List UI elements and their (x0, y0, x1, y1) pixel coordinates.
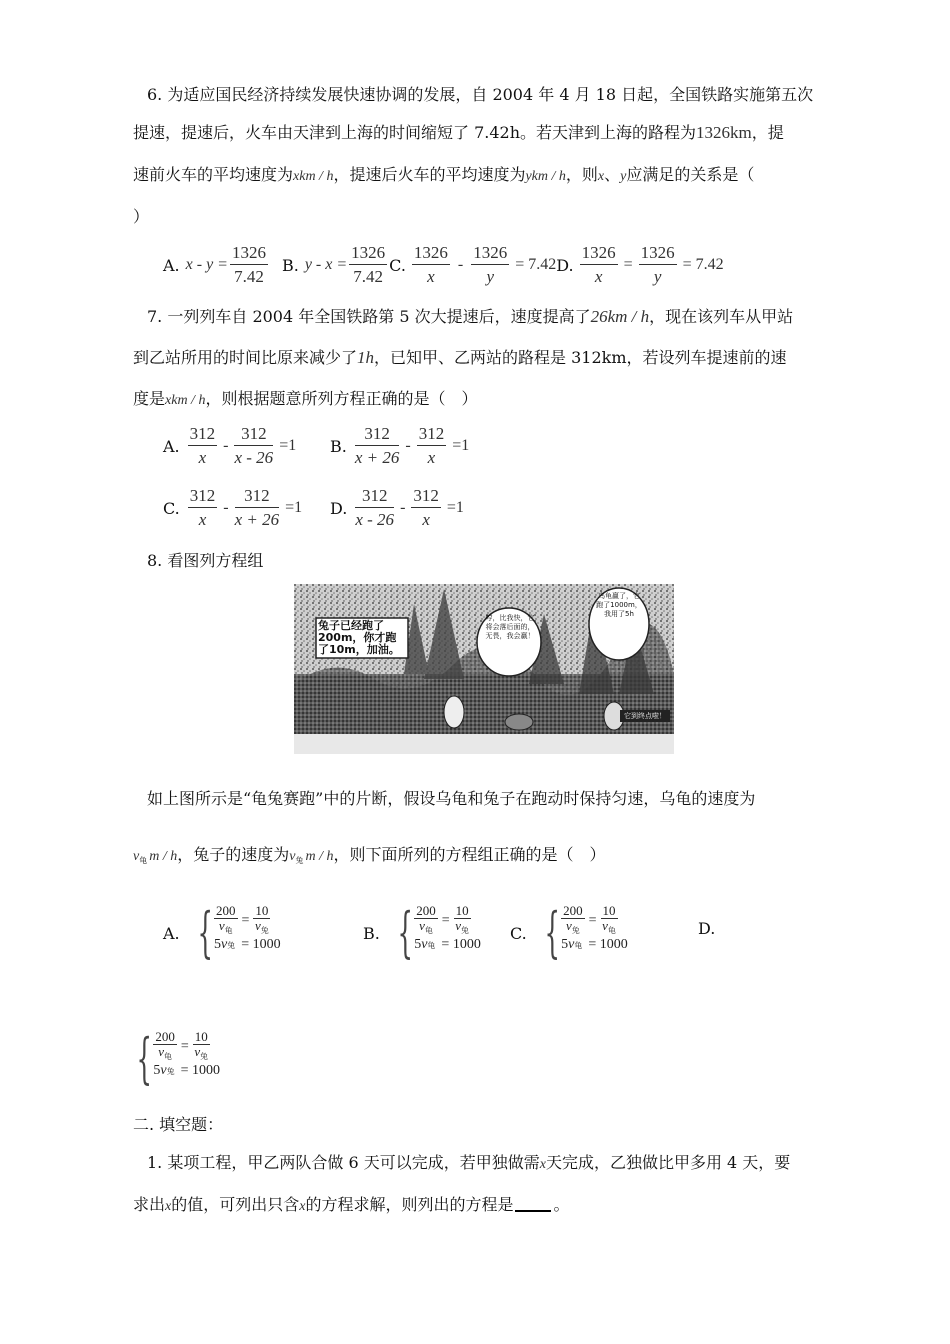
frac-denominator: x (198, 510, 207, 529)
frac-numerator: 312 (355, 424, 400, 446)
q6-option-d-label: D. (556, 255, 574, 275)
minus-sign: - (400, 499, 406, 516)
q7-line2 (133, 345, 787, 368)
s2-q1-text: 1. 某项工程，甲乙两队合做 6 天可以完成，若甲独做需 (147, 1153, 540, 1172)
sub-label: 龟 (427, 940, 436, 950)
q6-line3-text3: ，则 (565, 165, 598, 184)
frac-denominator: y (486, 267, 494, 286)
frac-numerator: 312 (188, 486, 218, 508)
equation-system-c (541, 901, 628, 964)
q7-option-c-frac1 (188, 486, 218, 530)
frac-numerator: 312 (235, 486, 280, 508)
q6-line1: 6. 为适应国民经济持续发展快速协调的发展，自 2004 年 4 月 18 日起，全国铁路实施第五次 (147, 85, 814, 104)
numerator: 10 (602, 903, 616, 918)
minus-sign: - (223, 499, 229, 516)
q7-option-b[interactable] (330, 424, 469, 468)
frac-denominator: x - 26 (355, 510, 395, 529)
q7-option-d-frac2 (411, 486, 441, 530)
speech-bubble-middle: 哼，比我快，它将会落后面的，无畏，我会赢！ (485, 614, 535, 640)
sub-label: 兔 (200, 1052, 209, 1061)
frac-denominator: x (427, 267, 435, 286)
q7-option-a-rhs: =1 (279, 437, 297, 454)
rabbit-figure (444, 696, 464, 728)
rhs: = 1000 (180, 1063, 220, 1078)
q8-desc-line2-text: ，兔子的速度为 (177, 845, 290, 864)
var-v: v (419, 918, 425, 933)
q6-option-d-frac1 (580, 243, 618, 287)
var-v: v (255, 918, 261, 933)
frac-denominator: y (653, 267, 662, 286)
equation-system-b (394, 901, 481, 964)
rhs: = 1000 (588, 937, 628, 952)
q6-options (163, 243, 724, 287)
s2-q1-text5: 的方程求解，则列出的方程是 (305, 1195, 514, 1214)
rhs: = 1000 (241, 937, 281, 952)
coef: 5 (414, 937, 422, 952)
q6-option-b-frac (349, 243, 387, 287)
equation-system-a (194, 901, 281, 964)
frac-denominator: 7.42 (353, 267, 384, 286)
q6-option-c[interactable] (389, 243, 556, 287)
frac-denominator: x (422, 510, 430, 529)
q7-line1-end: ，现在该列车从甲站 (649, 307, 794, 326)
frac-numerator: 312 (188, 424, 218, 446)
s2-var-x: x (165, 1199, 172, 1214)
q6-var-x: x (597, 169, 605, 184)
q6-option-a-label: A. (163, 255, 180, 275)
q7-option-d-frac1 (355, 486, 394, 530)
q7-line2-text: 到乙站所用的时间比原来减少了 (133, 348, 358, 367)
q6-line3-text: 速前火车的平均速度为 (133, 165, 294, 184)
var-v: v (194, 1044, 201, 1059)
frac-denominator: x - 26 (234, 448, 274, 467)
var-v: v (158, 1044, 164, 1059)
var-v: v (568, 937, 575, 952)
q8-desc-line1: 如上图所示是“龟兔赛跑”中的片断，假设乌龟和兔子在跑动时保持匀速，乌龟的速度为 (147, 789, 756, 808)
eq-sign: = (180, 1039, 189, 1054)
q6-option-b-lhs: y - x = (304, 256, 348, 273)
sub-label: 龟 (574, 940, 583, 950)
frac-denominator: x + 26 (354, 448, 400, 467)
coef: 5 (153, 1063, 161, 1078)
sub-label: 兔 (461, 926, 469, 935)
eq-sign: = (241, 913, 250, 928)
q6-line2-end: ，提 (751, 123, 784, 142)
q7-time-reduction: 1h (357, 348, 375, 367)
coef: 5 (561, 937, 569, 952)
speech-bubble-right: 乌龟赢了，它跑了1000m，我用了5h (596, 592, 642, 618)
frac-numerator: 1326 (580, 243, 618, 265)
q6-option-d-rhs: = 7.42 (682, 256, 724, 273)
q7-option-a-frac1 (188, 424, 218, 468)
coef: 5 (214, 937, 221, 952)
sub-label: 龟 (224, 926, 233, 935)
q6-option-a[interactable] (163, 243, 270, 287)
numerator: 200 (155, 1029, 175, 1044)
q6-option-a-frac (230, 243, 268, 287)
eq-sign: = (441, 913, 450, 928)
frac-numerator: 312 (234, 424, 273, 446)
q7-option-a-label: A. (163, 436, 180, 456)
q6-option-c-frac1 (412, 243, 450, 287)
s2-q1-end: 。 (553, 1195, 570, 1214)
q6-line3-sep: 、 (604, 165, 621, 184)
frac-numerator: 312 (355, 486, 394, 508)
q8-option-a-label: A. (163, 923, 180, 943)
q8-option-c[interactable] (510, 901, 628, 964)
q7-speed-var: xkm / h (165, 393, 206, 408)
q7-speed-increase: 26km / h (590, 307, 650, 326)
q8-option-b[interactable] (363, 901, 481, 964)
rhs: = 1000 (441, 937, 481, 952)
q7-option-a[interactable] (163, 424, 296, 468)
q8-option-d-label[interactable]: D. (698, 919, 716, 938)
section2-q1-line2 (133, 1192, 570, 1215)
q6-option-c-label: C. (389, 255, 406, 275)
brace-icon: { (544, 901, 560, 964)
frac-numerator: 1326 (230, 243, 268, 265)
numerator: 200 (416, 903, 436, 918)
q8-option-b-label: B. (363, 923, 380, 943)
q7-option-c-frac2 (235, 486, 280, 530)
q8-unit1: m / h (149, 849, 178, 864)
q8-unit2: m / h (305, 849, 334, 864)
q6-line3-end: 应满足的关系是（ (626, 165, 755, 184)
var-v: v (218, 918, 225, 933)
sub-label: 兔 (166, 1066, 175, 1076)
q6-distance: 1326km (696, 123, 752, 142)
q7-option-d-label: D. (330, 498, 348, 518)
sub-label: 兔 (260, 926, 269, 935)
frac-numerator: 1326 (639, 243, 677, 265)
var-v: v (160, 1063, 167, 1078)
s2-q1-text4: 的值，可列出只含 (171, 1195, 300, 1214)
brace-icon: { (197, 901, 213, 964)
q6-option-c-op: - (457, 256, 464, 273)
numerator: 10 (255, 903, 269, 918)
frac-numerator: 1326 (471, 243, 509, 265)
brace-icon: { (136, 1027, 152, 1090)
brace-icon: { (397, 901, 413, 964)
frac-numerator: 1326 (349, 243, 387, 265)
section2-title: 二. 填空题： (133, 1115, 224, 1134)
frac-denominator: x + 26 (234, 510, 280, 529)
q7-option-b-rhs: =1 (452, 437, 470, 454)
var-v: v (602, 918, 608, 933)
frac-denominator: x (427, 448, 436, 467)
minus-sign: - (223, 437, 229, 454)
q8-v-tortoise-sub: 龟 (139, 856, 148, 865)
frac-denominator: 7.42 (234, 267, 264, 286)
frac-numerator: 312 (417, 424, 447, 446)
q6-option-b[interactable] (282, 243, 389, 287)
var-v: v (455, 918, 461, 933)
s2-var-x: x (299, 1199, 306, 1214)
minus-sign: - (405, 437, 411, 454)
sub-label: 龟 (424, 926, 433, 935)
q7-line3-end: ，则根据题意所列方程正确的是（ ） (205, 389, 478, 408)
q6-line3-text2: ，提速后火车的平均速度为 (333, 165, 526, 184)
q6-speed-x: xkm / h (293, 169, 334, 184)
answer-blank[interactable] (515, 1210, 551, 1212)
var-v: v (421, 937, 428, 952)
var-v: v (565, 918, 572, 933)
frac-denominator: x (198, 448, 207, 467)
frac-numerator: 1326 (412, 243, 450, 265)
sub-label: 龟 (164, 1052, 172, 1061)
eq-sign: = (588, 913, 597, 928)
s2-q1-text2: 天完成，乙独做比甲多用 4 天，要 (545, 1153, 791, 1172)
q8-desc-line2-end: ，则下面所列的方程组正确的是（ ） (333, 845, 606, 864)
frac-numerator: 312 (411, 486, 441, 508)
q6-line3 (133, 162, 754, 185)
q6-option-d[interactable] (556, 243, 723, 287)
q7-option-b-frac2 (417, 424, 447, 468)
q7-line3 (133, 386, 477, 409)
sub-label: 龟 (607, 926, 616, 935)
q8-v-tortoise: v (133, 849, 140, 864)
s2-var-x: x (539, 1157, 546, 1172)
numerator: 200 (563, 903, 583, 918)
q7-option-b-label: B. (330, 436, 347, 456)
numerator: 200 (216, 903, 236, 918)
q6-var-y: y (620, 169, 627, 184)
q8-v-rabbit: v (289, 849, 296, 864)
q6-option-b-label: B. (281, 255, 299, 275)
s2-q1-text3: 求出 (133, 1195, 166, 1214)
q6-line4: ） (133, 207, 150, 226)
q7-option-c-label: C. (163, 498, 180, 518)
equation-system-d (133, 1027, 220, 1090)
q7-option-c[interactable] (163, 486, 302, 530)
q8-option-c-label: C. (510, 923, 527, 943)
var-v: v (221, 937, 228, 952)
q7-option-b-frac1 (355, 424, 400, 468)
tortoise-hare-illustration (294, 584, 674, 754)
q8-v-rabbit-sub: 兔 (295, 856, 304, 865)
q6-speed-y: ykm / h (525, 169, 566, 184)
q8-title: 8. 看图列方程组 (147, 551, 264, 570)
q7-option-d[interactable] (330, 486, 464, 530)
frac-denominator: x (594, 267, 603, 286)
finish-sign: 它到终点啦！ (624, 712, 666, 720)
speech-bubble-left: 兔子已经跑了200m，你才跑了10m，加油。 (318, 619, 400, 656)
sub-label: 兔 (571, 926, 580, 935)
q7-line1 (147, 304, 793, 327)
q7-line2-end: ，已知甲、乙两站的路程是 312km，若设列车提速前的速 (374, 348, 787, 367)
sub-label: 兔 (227, 940, 236, 950)
q7-option-c-rhs: =1 (285, 499, 303, 516)
q7-line1-text: 7. 一列列车自 2004 年全国铁路第 5 次大提速后，速度提高了 (147, 307, 591, 326)
q7-option-d-rhs: =1 (446, 499, 464, 516)
q8-option-d[interactable] (133, 1027, 220, 1090)
q6-line2-text: 提速，提速后，火车由天津到上海的时间缩短了 7.42h。若天津到上海的路程为 (133, 123, 697, 142)
q6-option-d-op: = (623, 256, 633, 273)
q6-option-c-rhs: = 7.42 (515, 256, 557, 273)
q6-option-a-lhs: x - y = (185, 256, 228, 273)
q8-option-a[interactable] (163, 901, 281, 964)
section2-q1-line1 (147, 1150, 790, 1173)
numerator: 10 (194, 1029, 208, 1044)
q7-line3-text: 度是 (133, 389, 166, 408)
q6-option-d-frac2 (639, 243, 677, 287)
q6-line2 (133, 120, 784, 143)
numerator: 10 (455, 903, 469, 918)
tortoise-figure (505, 714, 533, 730)
q6-option-c-frac2 (471, 243, 509, 287)
q7-option-a-frac2 (234, 424, 273, 468)
q8-desc-line2 (133, 842, 605, 866)
